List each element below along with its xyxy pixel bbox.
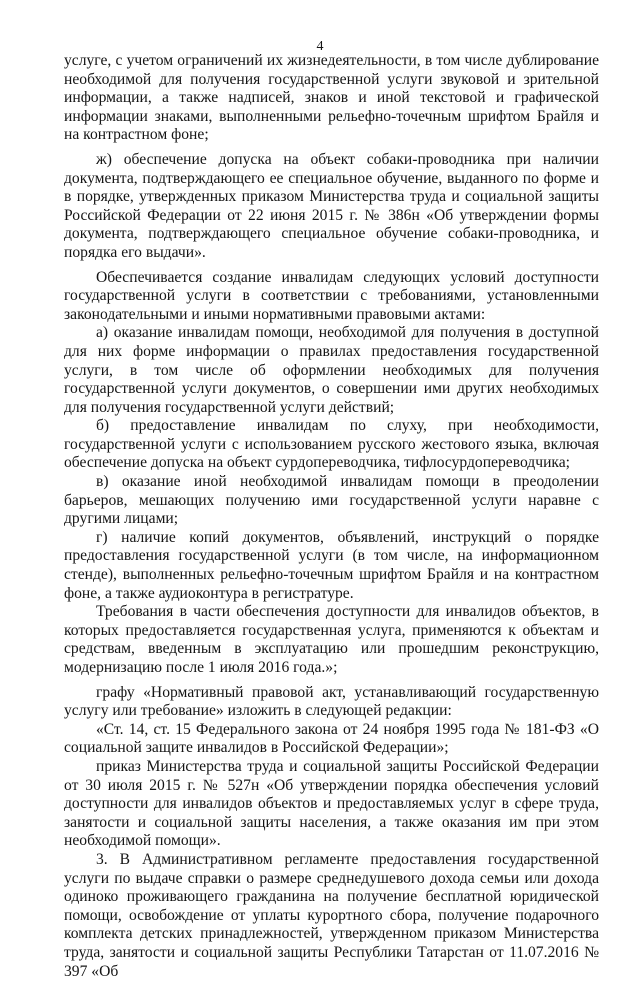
paragraph-continuation: услуге, с учетом ограничений их жизнедеятельности, в том числе дублирование необходимой для получения государственной услуги звуковой и зрительной информации, а также надписей, знаков и иной текстовой и графической информации знаками, выполненными рельефно-точечным шрифтом Брайля и на контрастном фоне;: [64, 52, 599, 144]
paragraph-item-b: б) предоставление инвалидам по слуху, при необходимости, государственной услуги с использованием русского жестового языка, включая обеспечение допуска на объект сурдопереводчика, тифлосурдопереводчика;: [64, 417, 599, 472]
paragraph-item-zh: ж) обеспечение допуска на объект собаки-проводника при наличии документа, подтверждающего ее специальное обучение, выданного по форме и в порядке, утвержденных приказом Министерства труда и социальной защиты Российской Федерации от 22 июня 2015 г. № 386н «Об утверждении формы документа, подтверждающего специальное обучение собаки-проводника, и порядка его выдачи».: [64, 150, 599, 261]
paragraph-item-a: а) оказание инвалидам помощи, необходимой для получения в доступной для них форме информации о правилах предоставления государственной услуги, в том числе об оформлении необходимых для получения государственной услуги документов, о совершении ими других необходимых для получения государственной услуги действий;: [64, 324, 599, 416]
paragraph-federal-law: «Ст. 14, ст. 15 Федерального закона от 24 ноября 1995 года № 181-ФЗ «О социальной защите инвалидов в Российской Федерации»;: [64, 720, 599, 757]
paragraph-column-edit: графу «Нормативный правовой акт, устанавливающий государственную услугу или требование» изложить в следующей редакции:: [64, 683, 599, 720]
paragraph-item-v: в) оказание иной необходимой инвалидам помощи в преодолении барьеров, мешающих получению ими государственной услуги наравне с другими лицами;: [64, 473, 599, 528]
document-body: [64, 52, 599, 981]
paragraph-requirements: Требования в части обеспечения доступности для инвалидов объектов, в которых предоставляется государственная услуга, применяются к объектам и средствам, введенным в эксплуатацию или прошедшим реконструкцию, модернизацию после 1 июля 2016 года.»;: [64, 603, 599, 676]
paragraph-item-g: г) наличие копий документов, объявлений, инструкций о порядке предоставления государственной услуги (в том числе, на информационном стенде), выполненных рельефно-точечным шрифтом Брайля и на контрастном фоне, а также аудиоконтура в регистратуре.: [64, 528, 599, 602]
paragraph-section-3: 3. В Административном регламенте предоставления государственной услуги по выдаче справки о размере среднедушевого дохода семьи или дохода одиноко проживающего гражданина на получение бесплатной юридической помощи, освобождение от уплаты курортного сбора, получение подарочного комплекта детских принадлежностей, утвержденном приказом Министерства труда, занятости и социальной защиты Республики Татарстан от 11.07.2016 № 397 «Об: [64, 850, 599, 980]
page-number: 4: [316, 39, 324, 54]
paragraph-ministry-order: приказ Министерства труда и социальной защиты Российской Федерации от 30 июля 2015 г. № 527н «Об утверждении порядка обеспечения условий доступности для инвалидов объектов и предоставляемых услуг в сфере труда, занятости и социальной защиты населения, а также оказания им при этом необходимой помощи».: [64, 757, 599, 850]
paragraph-accessibility-intro: Обеспечивается создание инвалидам следующих условий доступности государственной услуги в соответствии с требованиями, установленными законодательными и иными нормативными правовыми актами:: [64, 268, 599, 323]
